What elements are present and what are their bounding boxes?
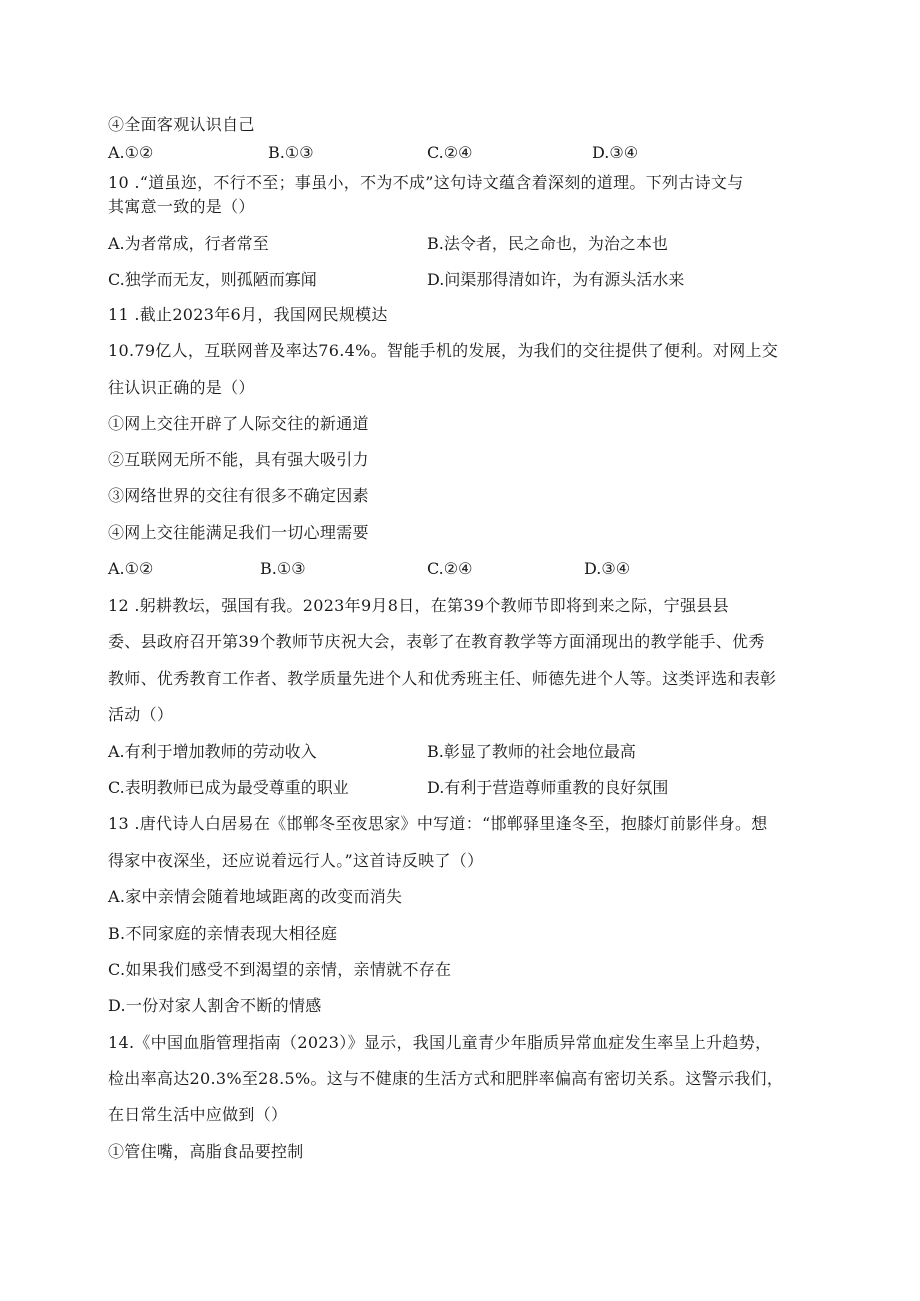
question-11-stem: 11 .截止2023年6月，我国网民规模达	[108, 305, 388, 324]
question-10-stem: 10 .“道虽迩，不行不至；事虽小，不为不成”这句诗文蕴含着深刻的道理。下列古诗文与	[108, 173, 744, 192]
statement-2: ②互联网无所不能，具有强大吸引力	[108, 450, 369, 469]
question-10-stem-cont: 其寓意一致的是（）	[108, 197, 255, 216]
option-c: C.如果我们感受不到渴望的亲情，亲情就不存在	[108, 960, 452, 979]
statement-1: ①管住嘴，高脂食品要控制	[108, 1142, 304, 1161]
option-b: B.法令者，民之命也，为治之本也	[427, 234, 668, 253]
option-c: C.②④	[427, 559, 473, 578]
option-c: C.独学而无友，则孤陋而寡闻	[108, 270, 317, 289]
question-11-stem-cont: 10.79亿人，互联网普及率达76.4%。智能手机的发展，为我们的交往提供了便利。对网上交	[108, 341, 779, 360]
option-a: A.家中亲情会随着地域距离的改变而消失	[108, 887, 403, 906]
option-b: B.不同家庭的亲情表现大相径庭	[108, 924, 338, 943]
option-d: D.③④	[584, 559, 631, 578]
option-b: B.彰显了教师的社会地位最高	[427, 742, 636, 761]
option-d: D.③④	[592, 143, 639, 162]
question-14-stem: 14.《中国血脂管理指南（2023）》显示，我国儿童青少年脂质异常血症发生率呈上升趋势，	[108, 1033, 772, 1052]
question-14-stem-cont: 检出率高达20.3%至28.5%。这与不健康的生活方式和肥胖率偏高有密切关系。这警示我们，	[108, 1069, 784, 1088]
option-d: D.问渠那得清如许，为有源头活水来	[427, 270, 685, 289]
question-12-stem-cont: 活动（）	[108, 705, 174, 724]
statement-4: ④网上交往能满足我们一切心理需要	[108, 523, 369, 542]
option-a: A.为者常成，行者常至	[108, 234, 269, 253]
question-12-stem: 12 .躬耕教坛，强国有我。2023年9月8日，在第39个教师节即将到来之际，宁强县县	[108, 596, 729, 615]
question-13-stem: 13 .唐代诗人白居易在《邯郸冬至夜思家》中写道：“邯郸驿里逢冬至，抱膝灯前影伴身。想	[108, 814, 768, 833]
statement-1: ①网上交往开辟了人际交往的新通道	[108, 414, 369, 433]
option-a: A.有利于增加教师的劳动收入	[108, 742, 317, 761]
question-12-stem-cont: 教师、优秀教育工作者、教学质量先进个人和优秀班主任、师德先进个人等。这类评选和表彰	[108, 669, 777, 688]
option-b: B.①③	[260, 559, 306, 578]
question-14-stem-cont: 在日常生活中应做到（）	[108, 1105, 288, 1124]
option-a: A.①②	[108, 559, 154, 578]
text-line: ④全面客观认识自己	[108, 115, 255, 134]
question-13-stem-cont: 得家中夜深坐，还应说着远行人。”这首诗反映了（）	[108, 851, 484, 870]
question-11-stem-cont: 往认识正确的是（）	[108, 378, 255, 397]
statement-3: ③网络世界的交往有很多不确定因素	[108, 486, 369, 505]
option-d: D.有利于营造尊师重教的良好氛围	[427, 778, 669, 797]
option-c: C.表明教师已成为最受尊重的职业	[108, 778, 349, 797]
option-b: B.①③	[268, 143, 314, 162]
option-d: D.一份对家人割舍不断的情感	[108, 996, 322, 1015]
question-12-stem-cont: 委、县政府召开第39个教师节庆祝大会，表彰了在教育教学等方面涌现出的教学能手、优秀	[108, 632, 765, 651]
option-a: A.①②	[108, 143, 154, 162]
option-c: C.②④	[427, 143, 473, 162]
